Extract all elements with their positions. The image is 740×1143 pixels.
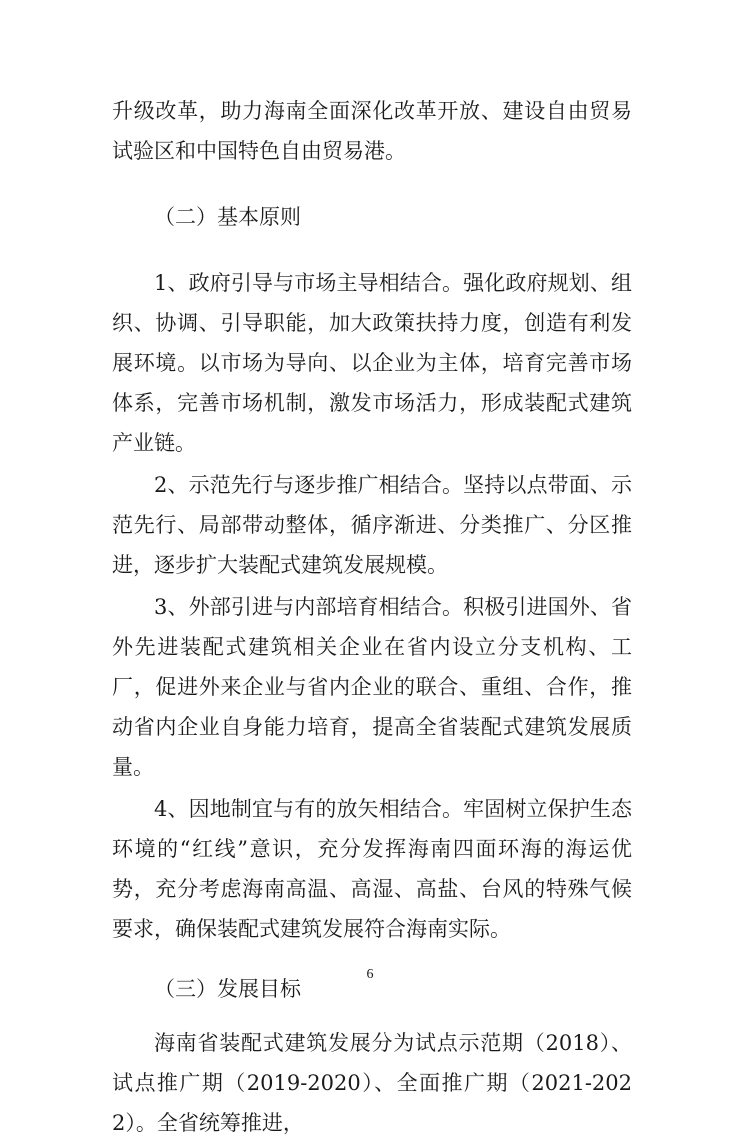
paragraph-principle-3: 3、外部引进与内部培育相结合。积极引进国外、省外先进装配式建筑相关企业在省内设立分支机构、工厂，促进外来企业与省内企业的联合、重组、合作，推动省内企业自身能力培育，提高全省装配式建筑发展质量。 xyxy=(112,595,632,779)
paragraph-intro-continuation: 升级改革，助力海南全面深化改革开放、建设自由贸易试验区和中国特色自由贸易港。 xyxy=(112,99,632,163)
paragraph-principle-1: 1、政府引导与市场主导相结合。强化政府规划、组织、协调、引导职能，加大政策扶持力度，创造有利发展环境。以市场为导向、以企业为主体，培育完善市场体系，完善市场机制，激发市场活力，形成装配式建筑产业链。 xyxy=(112,271,632,455)
paragraph-goals: 海南省装配式建筑发展分为试点示范期（2018）、试点推广期（2019-2020）、全面推广期（2021-2022）。全省统筹推进， xyxy=(112,1031,632,1135)
page-number: 6 xyxy=(366,967,374,982)
document-body xyxy=(112,91,632,1143)
section-heading-development-goals: （三）发展目标 xyxy=(154,977,301,1001)
paragraph-principle-4: 4、因地制宜与有的放矢相结合。牢固树立保护生态环境的“红线”意识，充分发挥海南四面环海的海运优势，充分考虑海南高温、高湿、高盐、台风的特殊气候要求，确保装配式建筑发展符合海南实际。 xyxy=(112,797,632,941)
section-heading-basic-principles: （二）基本原则 xyxy=(154,205,301,229)
paragraph-principle-2: 2、示范先行与逐步推广相结合。坚持以点带面、示范先行、局部带动整体，循序渐进、分类推广、分区推进，逐步扩大装配式建筑发展规模。 xyxy=(112,473,632,577)
